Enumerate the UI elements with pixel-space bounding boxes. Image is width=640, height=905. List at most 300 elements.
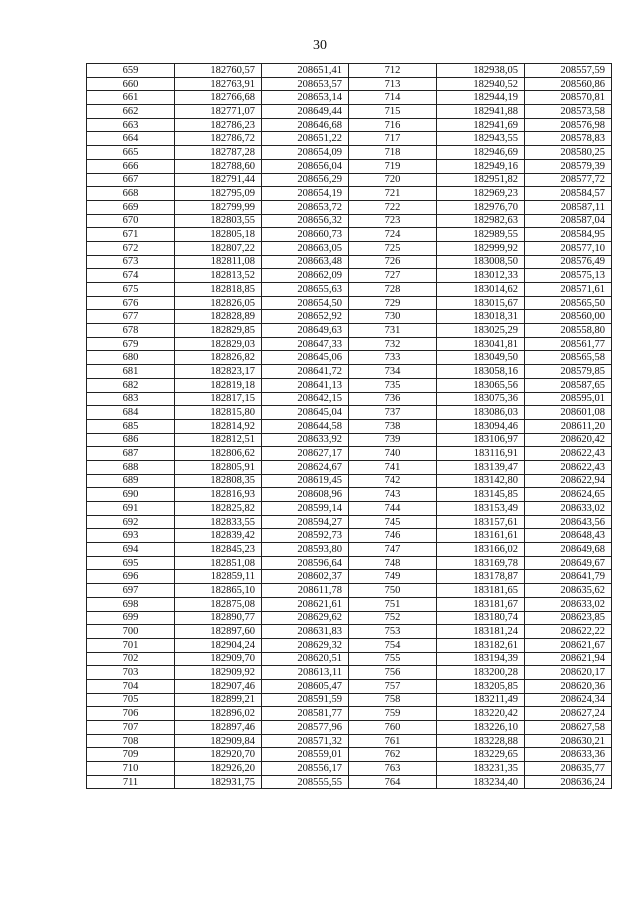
coordinates-table [86, 63, 612, 789]
x-coordinate-cell: 182825,82 [175, 502, 262, 516]
x-coordinate-cell: 182839,42 [175, 529, 262, 543]
x-coordinate-cell: 183181,24 [437, 625, 525, 639]
y-coordinate-cell: 208620,17 [525, 666, 612, 680]
y-coordinate-cell: 208663,48 [262, 255, 349, 269]
x-coordinate-cell: 182812,51 [175, 433, 262, 447]
y-coordinate-cell: 208622,43 [525, 460, 612, 474]
point-number-cell: 668 [87, 187, 175, 201]
x-coordinate-cell: 182938,05 [437, 64, 525, 78]
y-coordinate-cell: 208577,10 [525, 241, 612, 255]
x-coordinate-cell: 183041,81 [437, 337, 525, 351]
x-coordinate-cell: 182816,93 [175, 488, 262, 502]
y-coordinate-cell: 208622,94 [525, 474, 612, 488]
y-coordinate-cell: 208579,39 [525, 159, 612, 173]
point-number-cell: 699 [87, 611, 175, 625]
x-coordinate-cell: 182982,63 [437, 214, 525, 228]
y-coordinate-cell: 208653,57 [262, 77, 349, 91]
x-coordinate-cell: 182788,60 [175, 159, 262, 173]
x-coordinate-cell: 183106,97 [437, 433, 525, 447]
point-number-cell: 762 [349, 748, 437, 762]
y-coordinate-cell: 208629,62 [262, 611, 349, 625]
x-coordinate-cell: 182897,60 [175, 625, 262, 639]
x-coordinate-cell: 182786,72 [175, 132, 262, 146]
y-coordinate-cell: 208576,49 [525, 255, 612, 269]
y-coordinate-cell: 208627,58 [525, 721, 612, 735]
table-row [87, 515, 612, 529]
y-coordinate-cell: 208655,63 [262, 283, 349, 297]
y-coordinate-cell: 208643,56 [525, 515, 612, 529]
point-number-cell: 677 [87, 310, 175, 324]
y-coordinate-cell: 208653,72 [262, 200, 349, 214]
x-coordinate-cell: 182897,46 [175, 721, 262, 735]
table-row [87, 611, 612, 625]
y-coordinate-cell: 208573,58 [525, 105, 612, 119]
point-number-cell: 670 [87, 214, 175, 228]
x-coordinate-cell: 182941,69 [437, 118, 525, 132]
point-number-cell: 697 [87, 584, 175, 598]
y-coordinate-cell: 208624,34 [525, 693, 612, 707]
y-coordinate-cell: 208646,68 [262, 118, 349, 132]
table-row [87, 378, 612, 392]
x-coordinate-cell: 182786,23 [175, 118, 262, 132]
x-coordinate-cell: 182909,70 [175, 652, 262, 666]
table-row [87, 296, 612, 310]
table-row [87, 707, 612, 721]
point-number-cell: 673 [87, 255, 175, 269]
table-row [87, 392, 612, 406]
table-row [87, 502, 612, 516]
x-coordinate-cell: 182799,99 [175, 200, 262, 214]
point-number-cell: 695 [87, 556, 175, 570]
y-coordinate-cell: 208605,47 [262, 679, 349, 693]
x-coordinate-cell: 183181,65 [437, 584, 525, 598]
point-number-cell: 747 [349, 543, 437, 557]
x-coordinate-cell: 182806,62 [175, 447, 262, 461]
point-number-cell: 763 [349, 762, 437, 776]
y-coordinate-cell: 208663,05 [262, 241, 349, 255]
point-number-cell: 719 [349, 159, 437, 173]
point-number-cell: 723 [349, 214, 437, 228]
y-coordinate-cell: 208613,11 [262, 666, 349, 680]
point-number-cell: 756 [349, 666, 437, 680]
x-coordinate-cell: 182890,77 [175, 611, 262, 625]
point-number-cell: 674 [87, 269, 175, 283]
x-coordinate-cell: 182969,23 [437, 187, 525, 201]
table-row [87, 543, 612, 557]
y-coordinate-cell: 208575,13 [525, 269, 612, 283]
y-coordinate-cell: 208579,85 [525, 365, 612, 379]
y-coordinate-cell: 208602,37 [262, 570, 349, 584]
point-number-cell: 742 [349, 474, 437, 488]
point-number-cell: 687 [87, 447, 175, 461]
point-number-cell: 737 [349, 406, 437, 420]
table-row [87, 529, 612, 543]
point-number-cell: 711 [87, 775, 175, 789]
table-row [87, 214, 612, 228]
x-coordinate-cell: 182851,08 [175, 556, 262, 570]
x-coordinate-cell: 182795,09 [175, 187, 262, 201]
table-row [87, 324, 612, 338]
point-number-cell: 744 [349, 502, 437, 516]
y-coordinate-cell: 208649,63 [262, 324, 349, 338]
x-coordinate-cell: 182813,52 [175, 269, 262, 283]
point-number-cell: 710 [87, 762, 175, 776]
point-number-cell: 714 [349, 91, 437, 105]
x-coordinate-cell: 183234,40 [437, 775, 525, 789]
point-number-cell: 681 [87, 365, 175, 379]
y-coordinate-cell: 208623,85 [525, 611, 612, 625]
x-coordinate-cell: 183178,87 [437, 570, 525, 584]
table-row [87, 447, 612, 461]
point-number-cell: 666 [87, 159, 175, 173]
x-coordinate-cell: 183211,49 [437, 693, 525, 707]
x-coordinate-cell: 183153,49 [437, 502, 525, 516]
y-coordinate-cell: 208652,92 [262, 310, 349, 324]
point-number-cell: 709 [87, 748, 175, 762]
point-number-cell: 726 [349, 255, 437, 269]
y-coordinate-cell: 208660,73 [262, 228, 349, 242]
point-number-cell: 757 [349, 679, 437, 693]
y-coordinate-cell: 208622,22 [525, 625, 612, 639]
x-coordinate-cell: 183008,50 [437, 255, 525, 269]
x-coordinate-cell: 183229,65 [437, 748, 525, 762]
table-row [87, 187, 612, 201]
x-coordinate-cell: 183116,91 [437, 447, 525, 461]
point-number-cell: 667 [87, 173, 175, 187]
point-number-cell: 707 [87, 721, 175, 735]
table-row [87, 365, 612, 379]
y-coordinate-cell: 208624,67 [262, 460, 349, 474]
y-coordinate-cell: 208645,06 [262, 351, 349, 365]
point-number-cell: 749 [349, 570, 437, 584]
y-coordinate-cell: 208651,41 [262, 64, 349, 78]
x-coordinate-cell: 183182,61 [437, 638, 525, 652]
x-coordinate-cell: 182976,70 [437, 200, 525, 214]
x-coordinate-cell: 182819,18 [175, 378, 262, 392]
table-row [87, 132, 612, 146]
point-number-cell: 683 [87, 392, 175, 406]
x-coordinate-cell: 182787,28 [175, 146, 262, 160]
table-row [87, 406, 612, 420]
page-number: 30 [313, 38, 327, 53]
point-number-cell: 732 [349, 337, 437, 351]
x-coordinate-cell: 182805,18 [175, 228, 262, 242]
y-coordinate-cell: 208631,83 [262, 625, 349, 639]
y-coordinate-cell: 208647,33 [262, 337, 349, 351]
point-number-cell: 716 [349, 118, 437, 132]
y-coordinate-cell: 208587,65 [525, 378, 612, 392]
y-coordinate-cell: 208608,96 [262, 488, 349, 502]
table-row [87, 351, 612, 365]
x-coordinate-cell: 182896,02 [175, 707, 262, 721]
x-coordinate-cell: 182826,05 [175, 296, 262, 310]
point-number-cell: 686 [87, 433, 175, 447]
y-coordinate-cell: 208633,36 [525, 748, 612, 762]
table-row [87, 734, 612, 748]
x-coordinate-cell: 183065,56 [437, 378, 525, 392]
x-coordinate-cell: 183169,78 [437, 556, 525, 570]
table-row [87, 488, 612, 502]
y-coordinate-cell: 208620,36 [525, 679, 612, 693]
x-coordinate-cell: 182859,11 [175, 570, 262, 584]
y-coordinate-cell: 208594,27 [262, 515, 349, 529]
point-number-cell: 675 [87, 283, 175, 297]
point-number-cell: 708 [87, 734, 175, 748]
x-coordinate-cell: 182817,15 [175, 392, 262, 406]
point-number-cell: 700 [87, 625, 175, 639]
y-coordinate-cell: 208633,92 [262, 433, 349, 447]
y-coordinate-cell: 208555,55 [262, 775, 349, 789]
x-coordinate-cell: 183139,47 [437, 460, 525, 474]
point-number-cell: 704 [87, 679, 175, 693]
x-coordinate-cell: 182940,52 [437, 77, 525, 91]
y-coordinate-cell: 208651,22 [262, 132, 349, 146]
table-row [87, 693, 612, 707]
point-number-cell: 729 [349, 296, 437, 310]
y-coordinate-cell: 208559,01 [262, 748, 349, 762]
y-coordinate-cell: 208653,14 [262, 91, 349, 105]
table-row [87, 570, 612, 584]
x-coordinate-cell: 182829,03 [175, 337, 262, 351]
point-number-cell: 753 [349, 625, 437, 639]
y-coordinate-cell: 208591,59 [262, 693, 349, 707]
y-coordinate-cell: 208633,02 [525, 597, 612, 611]
table-row [87, 241, 612, 255]
y-coordinate-cell: 208565,58 [525, 351, 612, 365]
point-number-cell: 669 [87, 200, 175, 214]
y-coordinate-cell: 208635,77 [525, 762, 612, 776]
y-coordinate-cell: 208627,24 [525, 707, 612, 721]
x-coordinate-cell: 182875,08 [175, 597, 262, 611]
x-coordinate-cell: 182909,92 [175, 666, 262, 680]
point-number-cell: 693 [87, 529, 175, 543]
point-number-cell: 735 [349, 378, 437, 392]
x-coordinate-cell: 183049,50 [437, 351, 525, 365]
x-coordinate-cell: 182811,08 [175, 255, 262, 269]
point-number-cell: 743 [349, 488, 437, 502]
y-coordinate-cell: 208560,00 [525, 310, 612, 324]
x-coordinate-cell: 183200,28 [437, 666, 525, 680]
point-number-cell: 685 [87, 419, 175, 433]
point-number-cell: 720 [349, 173, 437, 187]
x-coordinate-cell: 182865,10 [175, 584, 262, 598]
x-coordinate-cell: 183018,31 [437, 310, 525, 324]
y-coordinate-cell: 208627,17 [262, 447, 349, 461]
x-coordinate-cell: 182808,35 [175, 474, 262, 488]
x-coordinate-cell: 183145,85 [437, 488, 525, 502]
y-coordinate-cell: 208656,32 [262, 214, 349, 228]
x-coordinate-cell: 182951,82 [437, 173, 525, 187]
y-coordinate-cell: 208654,09 [262, 146, 349, 160]
y-coordinate-cell: 208620,51 [262, 652, 349, 666]
y-coordinate-cell: 208576,98 [525, 118, 612, 132]
x-coordinate-cell: 182999,92 [437, 241, 525, 255]
x-coordinate-cell: 183231,35 [437, 762, 525, 776]
point-number-cell: 706 [87, 707, 175, 721]
table-row [87, 77, 612, 91]
x-coordinate-cell: 182823,17 [175, 365, 262, 379]
x-coordinate-cell: 182833,55 [175, 515, 262, 529]
y-coordinate-cell: 208571,61 [525, 283, 612, 297]
table-row [87, 283, 612, 297]
y-coordinate-cell: 208561,77 [525, 337, 612, 351]
point-number-cell: 694 [87, 543, 175, 557]
point-number-cell: 691 [87, 502, 175, 516]
point-number-cell: 671 [87, 228, 175, 242]
y-coordinate-cell: 208584,95 [525, 228, 612, 242]
y-coordinate-cell: 208577,72 [525, 173, 612, 187]
y-coordinate-cell: 208654,50 [262, 296, 349, 310]
x-coordinate-cell: 183180,74 [437, 611, 525, 625]
y-coordinate-cell: 208611,20 [525, 419, 612, 433]
y-coordinate-cell: 208580,25 [525, 146, 612, 160]
y-coordinate-cell: 208587,11 [525, 200, 612, 214]
y-coordinate-cell: 208556,17 [262, 762, 349, 776]
x-coordinate-cell: 182791,44 [175, 173, 262, 187]
x-coordinate-cell: 182807,22 [175, 241, 262, 255]
y-coordinate-cell: 208595,01 [525, 392, 612, 406]
point-number-cell: 758 [349, 693, 437, 707]
x-coordinate-cell: 183161,61 [437, 529, 525, 543]
point-number-cell: 740 [349, 447, 437, 461]
y-coordinate-cell: 208577,96 [262, 721, 349, 735]
point-number-cell: 752 [349, 611, 437, 625]
table-row [87, 775, 612, 789]
point-number-cell: 662 [87, 105, 175, 119]
x-coordinate-cell: 183094,46 [437, 419, 525, 433]
point-number-cell: 664 [87, 132, 175, 146]
table-row [87, 666, 612, 680]
x-coordinate-cell: 182941,88 [437, 105, 525, 119]
y-coordinate-cell: 208557,59 [525, 64, 612, 78]
y-coordinate-cell: 208584,57 [525, 187, 612, 201]
table-row [87, 173, 612, 187]
x-coordinate-cell: 182931,75 [175, 775, 262, 789]
point-number-cell: 698 [87, 597, 175, 611]
point-number-cell: 692 [87, 515, 175, 529]
y-coordinate-cell: 208641,72 [262, 365, 349, 379]
point-number-cell: 659 [87, 64, 175, 78]
point-number-cell: 730 [349, 310, 437, 324]
x-coordinate-cell: 183157,61 [437, 515, 525, 529]
table-row [87, 419, 612, 433]
point-number-cell: 680 [87, 351, 175, 365]
y-coordinate-cell: 208611,78 [262, 584, 349, 598]
x-coordinate-cell: 183075,36 [437, 392, 525, 406]
point-number-cell: 702 [87, 652, 175, 666]
table-row [87, 597, 612, 611]
point-number-cell: 754 [349, 638, 437, 652]
y-coordinate-cell: 208619,45 [262, 474, 349, 488]
y-coordinate-cell: 208599,14 [262, 502, 349, 516]
table-row [87, 146, 612, 160]
point-number-cell: 672 [87, 241, 175, 255]
table-row [87, 556, 612, 570]
x-coordinate-cell: 182845,23 [175, 543, 262, 557]
x-coordinate-cell: 182826,82 [175, 351, 262, 365]
y-coordinate-cell: 208621,94 [525, 652, 612, 666]
table-row [87, 118, 612, 132]
table-row [87, 748, 612, 762]
x-coordinate-cell: 182805,91 [175, 460, 262, 474]
y-coordinate-cell: 208621,61 [262, 597, 349, 611]
point-number-cell: 764 [349, 775, 437, 789]
y-coordinate-cell: 208654,19 [262, 187, 349, 201]
point-number-cell: 705 [87, 693, 175, 707]
point-number-cell: 734 [349, 365, 437, 379]
y-coordinate-cell: 208636,24 [525, 775, 612, 789]
x-coordinate-cell: 182907,46 [175, 679, 262, 693]
point-number-cell: 750 [349, 584, 437, 598]
point-number-cell: 661 [87, 91, 175, 105]
table-row [87, 269, 612, 283]
point-number-cell: 722 [349, 200, 437, 214]
point-number-cell: 724 [349, 228, 437, 242]
point-number-cell: 717 [349, 132, 437, 146]
table-row [87, 460, 612, 474]
y-coordinate-cell: 208641,13 [262, 378, 349, 392]
x-coordinate-cell: 182949,16 [437, 159, 525, 173]
table-row [87, 159, 612, 173]
point-number-cell: 746 [349, 529, 437, 543]
x-coordinate-cell: 182766,68 [175, 91, 262, 105]
point-number-cell: 751 [349, 597, 437, 611]
y-coordinate-cell: 208649,67 [525, 556, 612, 570]
x-coordinate-cell: 182814,92 [175, 419, 262, 433]
point-number-cell: 676 [87, 296, 175, 310]
y-coordinate-cell: 208644,58 [262, 419, 349, 433]
point-number-cell: 679 [87, 337, 175, 351]
y-coordinate-cell: 208601,08 [525, 406, 612, 420]
x-coordinate-cell: 182904,24 [175, 638, 262, 652]
y-coordinate-cell: 208587,04 [525, 214, 612, 228]
y-coordinate-cell: 208641,79 [525, 570, 612, 584]
point-number-cell: 748 [349, 556, 437, 570]
x-coordinate-cell: 182926,20 [175, 762, 262, 776]
y-coordinate-cell: 208635,62 [525, 584, 612, 598]
y-coordinate-cell: 208633,02 [525, 502, 612, 516]
table-row [87, 762, 612, 776]
y-coordinate-cell: 208621,67 [525, 638, 612, 652]
x-coordinate-cell: 183086,03 [437, 406, 525, 420]
table-row [87, 105, 612, 119]
y-coordinate-cell: 208558,80 [525, 324, 612, 338]
y-coordinate-cell: 208565,50 [525, 296, 612, 310]
point-number-cell: 678 [87, 324, 175, 338]
x-coordinate-cell: 183205,85 [437, 679, 525, 693]
point-number-cell: 684 [87, 406, 175, 420]
x-coordinate-cell: 183166,02 [437, 543, 525, 557]
point-number-cell: 725 [349, 241, 437, 255]
y-coordinate-cell: 208571,32 [262, 734, 349, 748]
y-coordinate-cell: 208570,81 [525, 91, 612, 105]
x-coordinate-cell: 182771,07 [175, 105, 262, 119]
y-coordinate-cell: 208656,29 [262, 173, 349, 187]
x-coordinate-cell: 183228,88 [437, 734, 525, 748]
table-row [87, 310, 612, 324]
point-number-cell: 733 [349, 351, 437, 365]
table-row [87, 721, 612, 735]
point-number-cell: 663 [87, 118, 175, 132]
x-coordinate-cell: 183226,10 [437, 721, 525, 735]
point-number-cell: 712 [349, 64, 437, 78]
x-coordinate-cell: 182829,85 [175, 324, 262, 338]
x-coordinate-cell: 182989,55 [437, 228, 525, 242]
y-coordinate-cell: 208622,43 [525, 447, 612, 461]
point-number-cell: 690 [87, 488, 175, 502]
x-coordinate-cell: 182909,84 [175, 734, 262, 748]
y-coordinate-cell: 208642,15 [262, 392, 349, 406]
